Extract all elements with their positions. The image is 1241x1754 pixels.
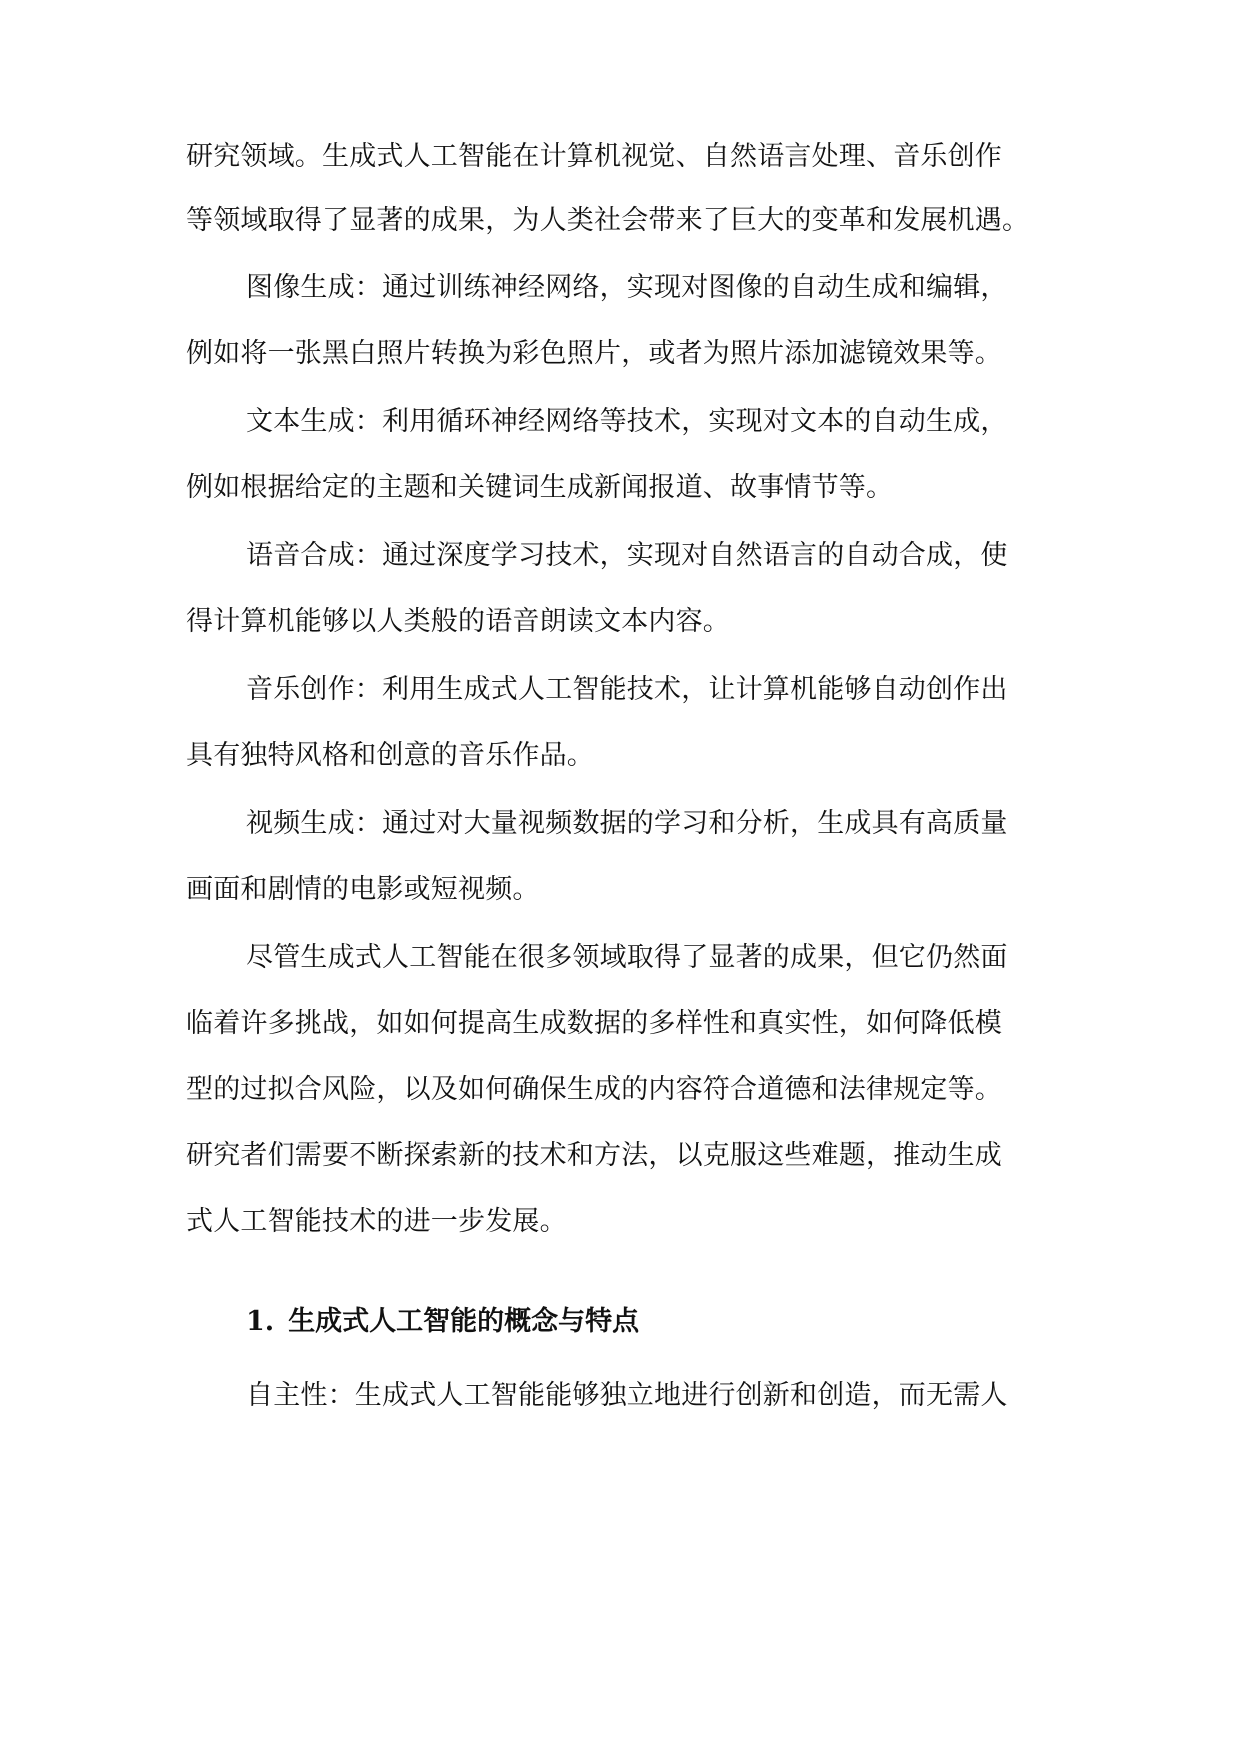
paragraph-line: 图像生成：通过训练神经网络，实现对图像的自动生成和编辑，: [246, 272, 1008, 303]
paragraph-line: 研究领域。生成式人工智能在计算机视觉、自然语言处理、音乐创作: [186, 141, 1002, 172]
paragraph-line: 得计算机能够以人类般的语音朗读文本内容。: [186, 606, 730, 637]
section-title: 生成式人工智能的概念与特点: [288, 1306, 640, 1337]
paragraph-line: 具有独特风格和创意的音乐作品。: [186, 740, 594, 771]
paragraph-line: 视频生成：通过对大量视频数据的学习和分析，生成具有高质量: [246, 808, 1008, 839]
section-number: 1.: [246, 1306, 275, 1337]
paragraph-line: 式人工智能技术的进一步发展。: [186, 1206, 567, 1237]
paragraph-line: 画面和剧情的电影或短视频。: [186, 874, 540, 905]
paragraph-line: 音乐创作：利用生成式人工智能技术，让计算机能够自动创作出: [246, 674, 1008, 705]
paragraph-line: 例如将一张黑白照片转换为彩色照片，或者为照片添加滤镜效果等。: [186, 338, 1002, 369]
paragraph-line: 文本生成：利用循环神经网络等技术，实现对文本的自动生成，: [246, 406, 1008, 437]
paragraph-line: 语音合成：通过深度学习技术，实现对自然语言的自动合成，使: [246, 540, 1008, 571]
paragraph-line: 研究者们需要不断探索新的技术和方法，以克服这些难题，推动生成: [186, 1140, 1002, 1171]
section-heading: [246, 1302, 639, 1342]
paragraph-line: 例如根据给定的主题和关键词生成新闻报道、故事情节等。: [186, 472, 894, 503]
paragraph-line: 型的过拟合风险，以及如何确保生成的内容符合道德和法律规定等。: [186, 1074, 1002, 1105]
paragraph-line: 临着许多挑战，如如何提高生成数据的多样性和真实性，如何降低模: [186, 1008, 1002, 1039]
paragraph-line: 等领域取得了显著的成果，为人类社会带来了巨大的变革和发展机遇。: [186, 205, 1030, 236]
paragraph-line: 自主性：生成式人工智能能够独立地进行创新和创造，而无需人: [246, 1380, 1008, 1411]
paragraph-line: 尽管生成式人工智能在很多领域取得了显著的成果，但它仍然面: [246, 942, 1008, 973]
